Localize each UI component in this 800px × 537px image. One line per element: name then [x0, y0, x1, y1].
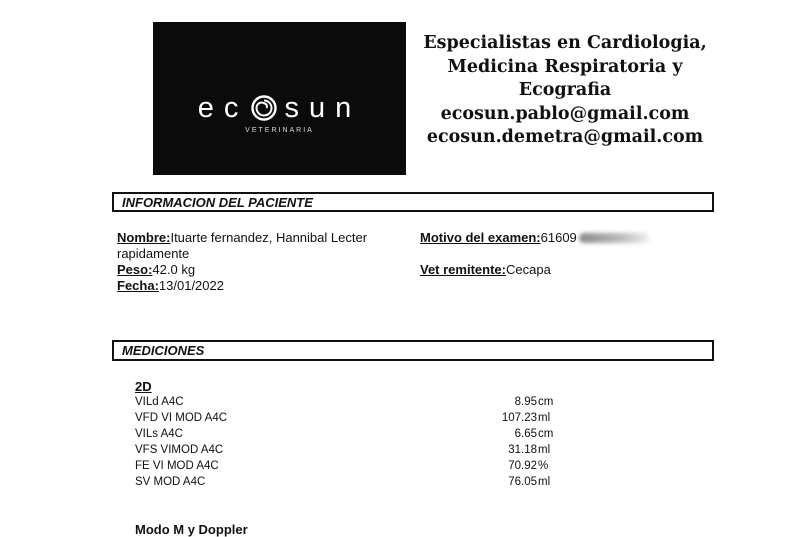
name-value: Ituarte fernandez, Hannibal Lecter: [170, 230, 368, 245]
group-2d-title: 2D: [135, 379, 152, 394]
measurement-value: 6.65cm: [514, 428, 554, 440]
swirl-icon: [250, 94, 278, 122]
measurement-label: VFD VI MOD A4C: [135, 412, 228, 424]
patient-name: [117, 230, 367, 246]
measurement-value: 107.23ml: [501, 412, 551, 424]
weight-value: 42.0 kg: [152, 262, 196, 277]
header-line: Ecografia: [518, 80, 612, 100]
exam-reason: [420, 230, 649, 246]
patient-info-header: [112, 192, 714, 212]
patient-name-cont: rapidamente: [117, 246, 190, 261]
measurement-row: [135, 412, 555, 428]
measurement-value: 76.05ml: [508, 476, 551, 488]
logo-subtitle: VETERINARIA: [245, 127, 314, 134]
header-line: Medicina Respiratoria y: [447, 56, 683, 77]
exam-date: [117, 278, 224, 294]
measurement-row: [135, 476, 555, 492]
measurement-value: 70.92%: [508, 460, 549, 472]
referring-vet: [420, 262, 551, 278]
measurements-table: [135, 396, 555, 492]
email-pablo: ecosun.pablo@gmail.com: [440, 103, 690, 124]
measurement-label: VFS VIMOD A4C: [135, 444, 224, 456]
vet-value: Cecapa: [505, 262, 551, 277]
vet-label: Vet remitente:: [420, 262, 506, 277]
email-demetra: ecosun.demetra@gmail.com: [426, 127, 704, 147]
measurement-value: 31.18ml: [508, 444, 551, 456]
measurement-row: [135, 444, 555, 460]
reason-value: 61609: [540, 230, 577, 245]
measurement-label: FE VI MOD A4C: [135, 460, 219, 472]
measurement-row: [135, 428, 555, 444]
reason-label: Motivo del examen:: [420, 230, 541, 245]
measurement-value: 8.95cm: [514, 396, 554, 408]
redacted-blur: [579, 233, 649, 243]
section-title: MEDICIONES: [122, 343, 205, 358]
measurement-row: [135, 396, 555, 412]
date-label: Fecha:: [117, 278, 159, 293]
group-mode-title: Modo M y Doppler: [135, 522, 248, 537]
clinic-header: [420, 32, 710, 150]
clinic-logo: [153, 22, 406, 175]
weight-label: Peso:: [117, 262, 153, 277]
header-line: Especialistas en Cardiologia,: [423, 33, 707, 53]
patient-weight: [117, 262, 195, 278]
measurement-row: [135, 460, 555, 476]
measurement-label: VILs A4C: [135, 428, 183, 440]
logo-wordmark: ec sun: [197, 92, 362, 124]
name-label: Nombre:: [117, 230, 171, 245]
date-value: 13/01/2022: [158, 278, 224, 293]
section-title: INFORMACION DEL PACIENTE: [122, 195, 313, 210]
measurement-label: SV MOD A4C: [135, 476, 206, 488]
measurements-header: [112, 340, 714, 361]
measurement-label: VILd A4C: [135, 396, 184, 408]
